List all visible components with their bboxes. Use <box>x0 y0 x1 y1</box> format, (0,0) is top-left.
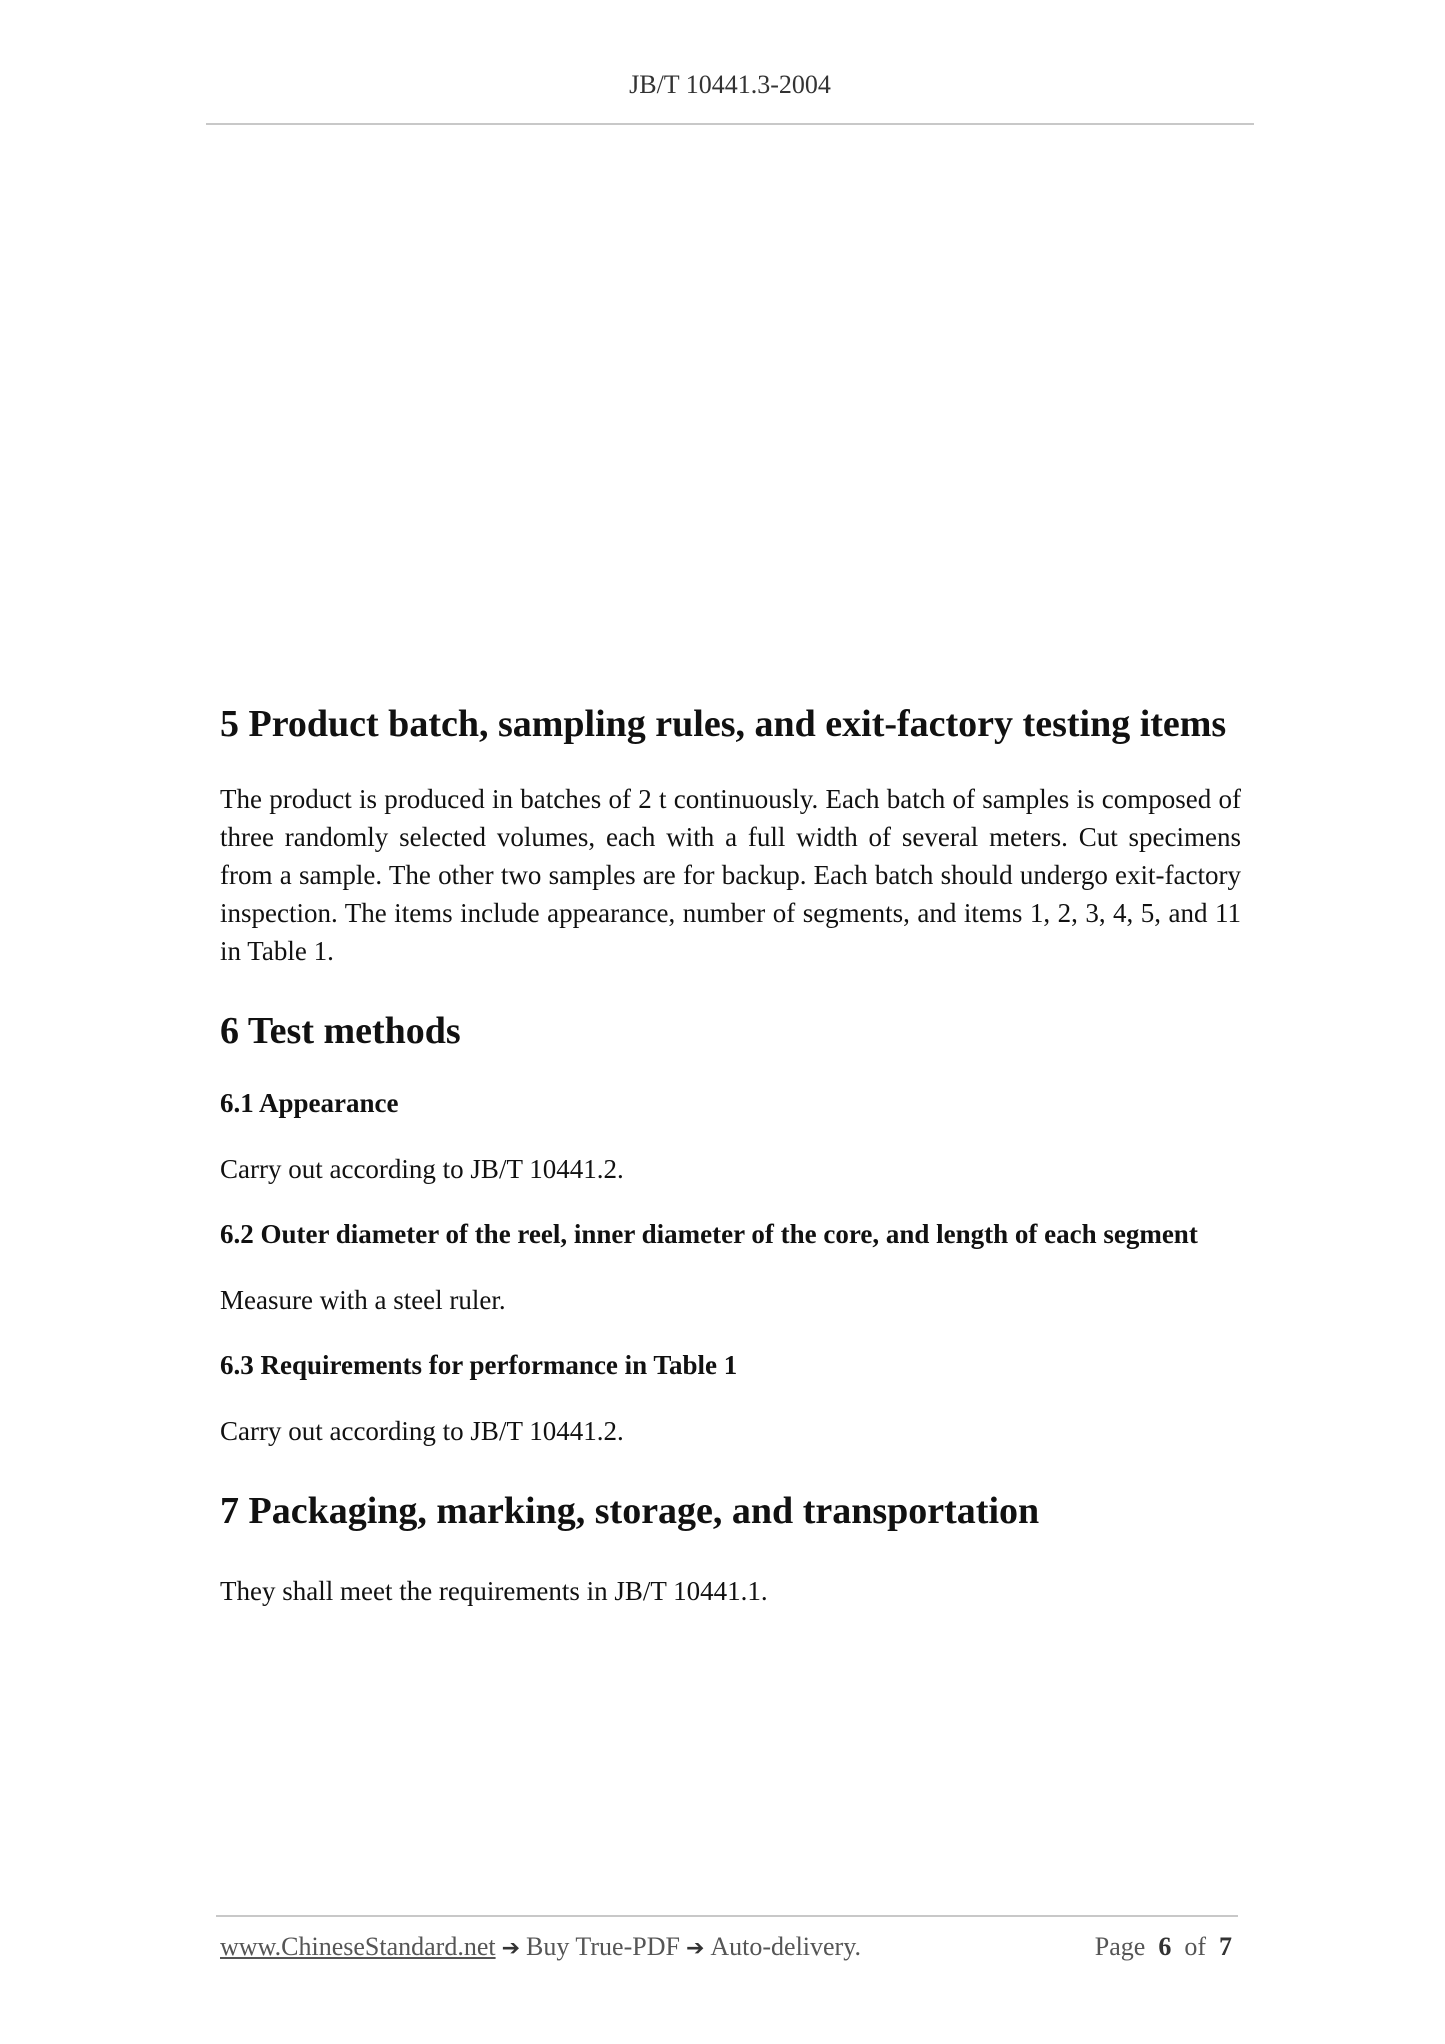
current-page: 6 <box>1158 1932 1172 1961</box>
document-header: JB/T 10441.3-2004 <box>629 70 831 99</box>
total-pages: 7 <box>1219 1932 1232 1961</box>
chinese-standard-link[interactable]: www.ChineseStandard.net <box>220 1932 496 1961</box>
page-footer <box>220 1932 1232 1962</box>
arrow-right-icon: ➔ <box>685 1936 705 1961</box>
page-label: Page <box>1094 1932 1146 1961</box>
of-label: of <box>1184 1932 1206 1961</box>
section-7-body: They shall meet the requirements in JB/T 10441.1. <box>220 1576 768 1606</box>
section-5-heading: 5 Product batch, sampling rules, and exit-factory testing items <box>220 703 1227 745</box>
section-6-heading: 6 Test methods <box>220 1010 461 1052</box>
section-7-heading: 7 Packaging, marking, storage, and transportation <box>220 1490 1040 1532</box>
page-number <box>1095 1932 1232 1962</box>
footer-divider <box>216 1915 1238 1917</box>
buy-true-pdf-text: Buy True-PDF <box>526 1932 680 1961</box>
subsection-6-1-body: Carry out according to JB/T 10441.2. <box>220 1154 624 1184</box>
subsection-6-2-heading: 6.2 Outer diameter of the reel, inner diameter of the core, and length of each segment <box>220 1219 1198 1249</box>
subsection-6-2-body: Measure with a steel ruler. <box>220 1285 506 1315</box>
subsection-6-1-heading: 6.1 Appearance <box>220 1088 399 1118</box>
footer-promo <box>220 1932 861 1962</box>
header-divider <box>206 123 1254 125</box>
arrow-right-icon: ➔ <box>501 1936 521 1961</box>
subsection-6-3-body: Carry out according to JB/T 10441.2. <box>220 1416 624 1446</box>
page-content <box>220 686 1241 1610</box>
auto-delivery-text: Auto-delivery. <box>710 1932 862 1961</box>
subsection-6-3-heading: 6.3 Requirements for performance in Table 1 <box>220 1350 738 1380</box>
section-5-body: The product is produced in batches of 2 t continuously. Each batch of samples is composed of three randomly selected volumes, each with a full width of several meters. Cut specimens from a sample. The other two samples are for backup. Each batch should undergo exit-factory inspection. The items include appearance, number of segments, and items 1, 2, 3, 4, 5, and 11 in Table 1. <box>220 784 1241 966</box>
